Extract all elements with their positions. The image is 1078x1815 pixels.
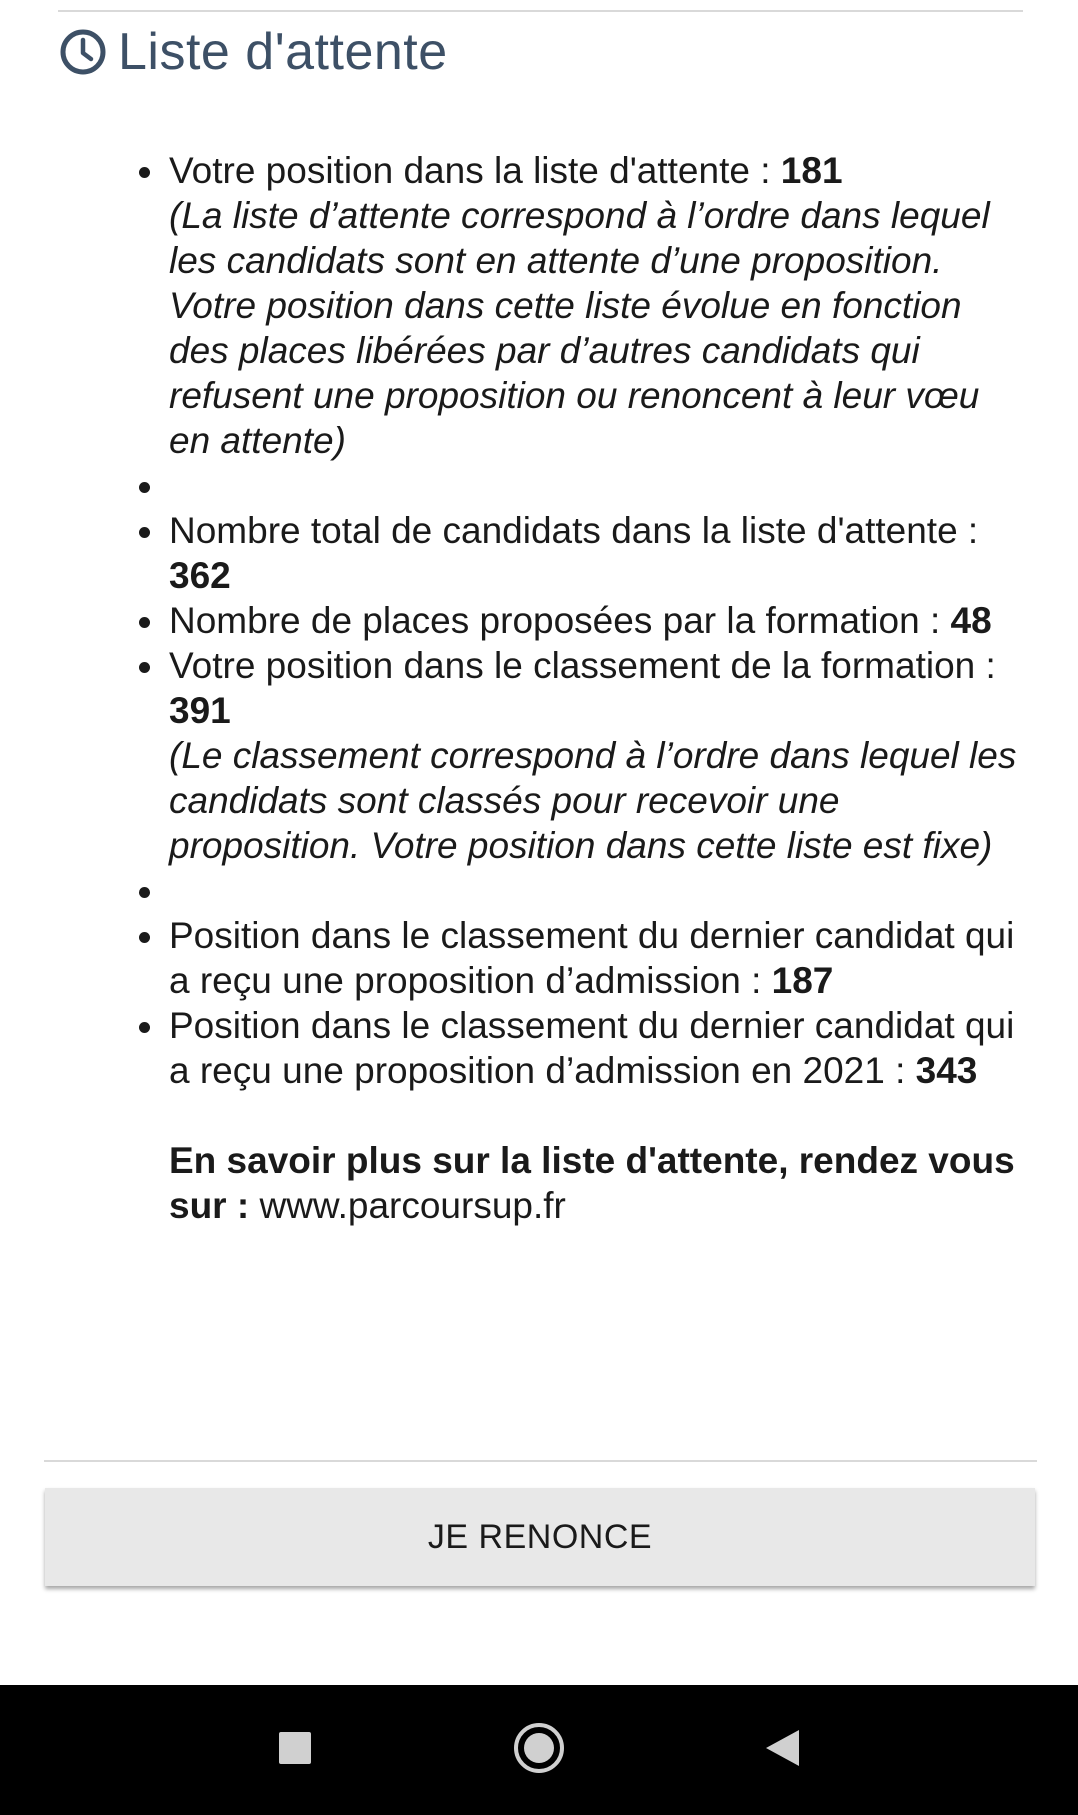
ranking-position-label: Votre position dans le classement de la formation : <box>169 645 996 686</box>
system-navigation-bar <box>0 1685 1078 1815</box>
section-header <box>58 18 448 86</box>
back-triangle-icon <box>763 1728 801 1773</box>
parcoursup-link[interactable]: www.parcoursup.fr <box>259 1185 566 1226</box>
list-item-ranking-position <box>135 643 1025 868</box>
ranking-position-value: 391 <box>169 690 231 731</box>
bottom-divider <box>44 1460 1037 1462</box>
clock-icon <box>58 27 108 77</box>
places-offered-label: Nombre de places proposées par la formation : <box>169 600 951 641</box>
home-button[interactable] <box>479 1685 599 1815</box>
recents-button[interactable] <box>235 1685 355 1815</box>
more-info <box>135 1138 1025 1228</box>
waitlist-stats-list <box>135 148 1025 1093</box>
places-offered-value: 48 <box>950 600 992 641</box>
list-item-places-offered <box>135 598 1025 643</box>
total-candidates-value: 362 <box>169 555 231 596</box>
last-admitted-2021-value: 343 <box>915 1050 978 1091</box>
home-circle-icon <box>511 1720 567 1781</box>
spacer <box>135 868 1025 913</box>
waitlist-position-note: (La liste d’attente correspond à l’ordre dans lequel les candidats sont en attente d’une proposition. Votre position dans cette liste évolue en fonction des places libérées par d’autres candidats qui refusent une proposition ou renoncent à leur vœu en attente) <box>169 195 990 461</box>
list-item-last-admitted-2021 <box>135 1003 1025 1093</box>
total-candidates-label: Nombre total de candidats dans la liste d'attente : <box>169 510 979 551</box>
waitlist-position-label: Votre position dans la liste d'attente : <box>169 150 781 191</box>
top-divider <box>58 10 1023 12</box>
renounce-button[interactable]: JE RENONCE <box>45 1488 1035 1586</box>
last-admitted-value: 187 <box>771 960 834 1001</box>
last-admitted-2021-label: Position dans le classement du dernier candidat qui a reçu une proposition d’admission en 2021 : <box>169 1005 1015 1091</box>
waitlist-position-value: 181 <box>780 150 843 191</box>
recents-square-icon <box>278 1731 312 1770</box>
list-item-total-candidates <box>135 508 1025 598</box>
ranking-position-note: (Le classement correspond à l’ordre dans lequel les candidats sont classés pour recevoir une proposition. Votre position dans cette liste est fixe) <box>169 735 1017 866</box>
page-title: Liste d'attente <box>118 23 448 81</box>
list-item-waitlist-position <box>135 148 1025 463</box>
spacer <box>135 1093 1025 1138</box>
waitlist-details <box>135 148 1025 1228</box>
spacer <box>135 463 1025 508</box>
more-info-label: En savoir plus sur la liste d'attente, rendez vous sur : <box>169 1140 1015 1226</box>
last-admitted-label: Position dans le classement du dernier candidat qui a reçu une proposition d’admission : <box>169 915 1015 1001</box>
back-button[interactable] <box>722 1685 842 1815</box>
list-item-last-admitted <box>135 913 1025 1003</box>
